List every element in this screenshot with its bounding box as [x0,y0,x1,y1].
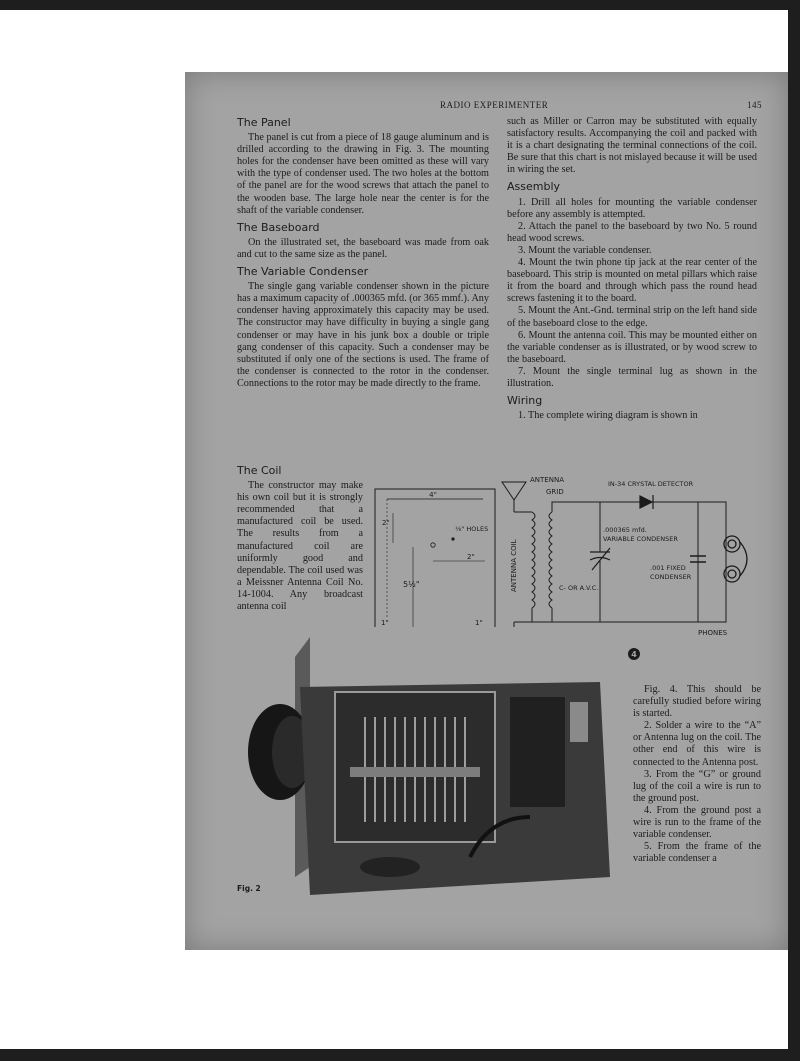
section-heading-assembly: Assembly [507,180,561,194]
assembly-step: 2. Attach the panel to the baseboard by two No. 5 round head wood screws. [507,220,757,244]
fig4-coil-label: ANTENNA COIL [510,539,518,592]
fig4-phones-label: PHONES [698,629,728,637]
fig4-avc-label: C- OR A.V.C. [559,584,599,592]
fig4-caption-text [633,684,761,865]
wiring-step: 4. From the ground post a wire is run to the frame of the variable condenser. [633,804,761,841]
variable-condenser-body: The single gang variable condenser shown in the picture has a maximum capacity of .000365 mfd. (or 365 mmf.). Any condenser having approximately this capacity may be used. The constructor may have difficulty in buying a single gang condenser or may have in his junk box a double or triple gang condenser of this capacity. Such a condenser may be substituted if only one of the sections is used. The frame of the condenser is connected to the rotor in the condenser. Connections to the rotor may be made directly to the frame. [237,281,489,389]
wiring-intro: 1. The complete wiring diagram is shown in [518,410,698,422]
coil-body: The constructor may make his own coil but it is strongly recommended that a manufactured coil be used. The results from a manufactured coil are uniformly good and dependable. The coil used was a Meissner Antenna Coil No. 14-1004. Any broadcast antenna coil [237,480,363,613]
fig2-receiver-photo [240,627,615,902]
left-column [237,112,489,390]
right-column [507,116,757,422]
fig4-caption: Fig. 4. This should be carefully studied before wiring is started. [633,684,761,720]
fig4-fixed-cond-label: CONDENSER [650,573,692,581]
assembly-step: 6. Mount the antenna coil. This may be mounted either on the variable condenser as is illustrated, or by wood screw to the baseboard. [507,329,757,365]
fig3-dim-bottom-right: 1" [475,619,483,627]
assembly-step: 3. Mount the variable condenser. [518,244,652,256]
phones-icon [724,536,747,582]
fig3-dim-width: 4" [429,491,437,499]
page-number: 145 [747,100,762,110]
fig3-dim-top: 2" [382,519,390,527]
fig3-dim-right: 2" [467,553,475,561]
fig4-var-cond-value: .000365 mfd. [603,526,647,534]
baseboard-body: On the illustrated set, the baseboard was made from oak and cut to the same size as the panel. [237,236,489,260]
antenna-coil-photo [510,697,565,807]
scan-edge-bottom [0,1049,800,1061]
section-heading-wiring: Wiring [507,394,543,408]
coil-icon [532,512,552,608]
fig4-antenna-label: ANTENNA [530,476,564,484]
header-title: RADIO EXPERIMENTER [440,100,549,110]
assembly-step: 5. Mount the Ant.-Gnd. terminal strip on the left hand side of the baseboard close to the edge. [507,305,757,329]
fig4-fixed-cond-value: .001 FIXED [650,564,686,572]
section-heading-panel: The Panel [237,116,291,129]
fig3-dim-height: 5½" [403,580,420,589]
panel-body: The panel is cut from a piece of 18 gauge aluminum and is drilled according to the drawing in Fig. 3. The mounting holes for the condenser have been omitted as these will vary with the type of condenser used. The two holes at the bottom of the panel are for the wood screws that attach the panel to the wooden base. The large hole near the center is for the shaft of the variable condenser. [237,132,489,216]
assembly-step: 4. Mount the twin phone tip jack at the rear center of the baseboard. This strip is mounted on metal pillars which raise it from the board and through which pass the round head screws fastening it to the board. [507,257,757,305]
coil-continued-body: such as Miller or Carron may be substituted with equally satisfactory results. Accompanying the coil and packed with it is a chart designating the terminal connections of the coil. Be sure that this chart is not mislayed because it will be used in wiring the set. [507,116,757,176]
fig2-label: Fig. 2 [237,884,261,893]
fig4-var-cond-label: VARIABLE CONDENSER [603,535,678,543]
section-heading-variable-condenser: The Variable Condenser [237,265,369,279]
assembly-step: 7. Mount the single terminal lug as shown in the illustration. [507,365,757,389]
scan-edge-right [788,0,800,1061]
magazine-page [185,72,788,950]
diode-icon [640,495,653,509]
fig4-number: 4 [631,650,637,659]
fig4-grid-label: GRID [546,488,564,496]
wiring-step: 2. Solder a wire to the “A” or Antenna lug on the coil. The other end of this wire is connected to the Antenna post. [633,720,761,768]
fig3-dim-bottom-left: 1" [381,619,389,627]
scan-edge-top [0,0,800,10]
section-heading-coil: The Coil [237,464,282,477]
fig3-holes-top: ⅛" HOLES [455,525,489,533]
assembly-step: 1. Drill all holes for mounting the variable condenser before any assembly is attempted. [507,196,757,220]
coil-section [237,460,363,613]
wiring-step: 5. From the frame of the variable condenser a [633,841,761,865]
fig4-detector-label: IN-34 CRYSTAL DETECTOR [608,480,694,488]
antenna-icon [502,482,526,500]
wiring-step: 3. From the “G” or ground lug of the coil a wire is run to the ground post. [633,768,761,804]
section-heading-baseboard: The Baseboard [237,220,320,234]
